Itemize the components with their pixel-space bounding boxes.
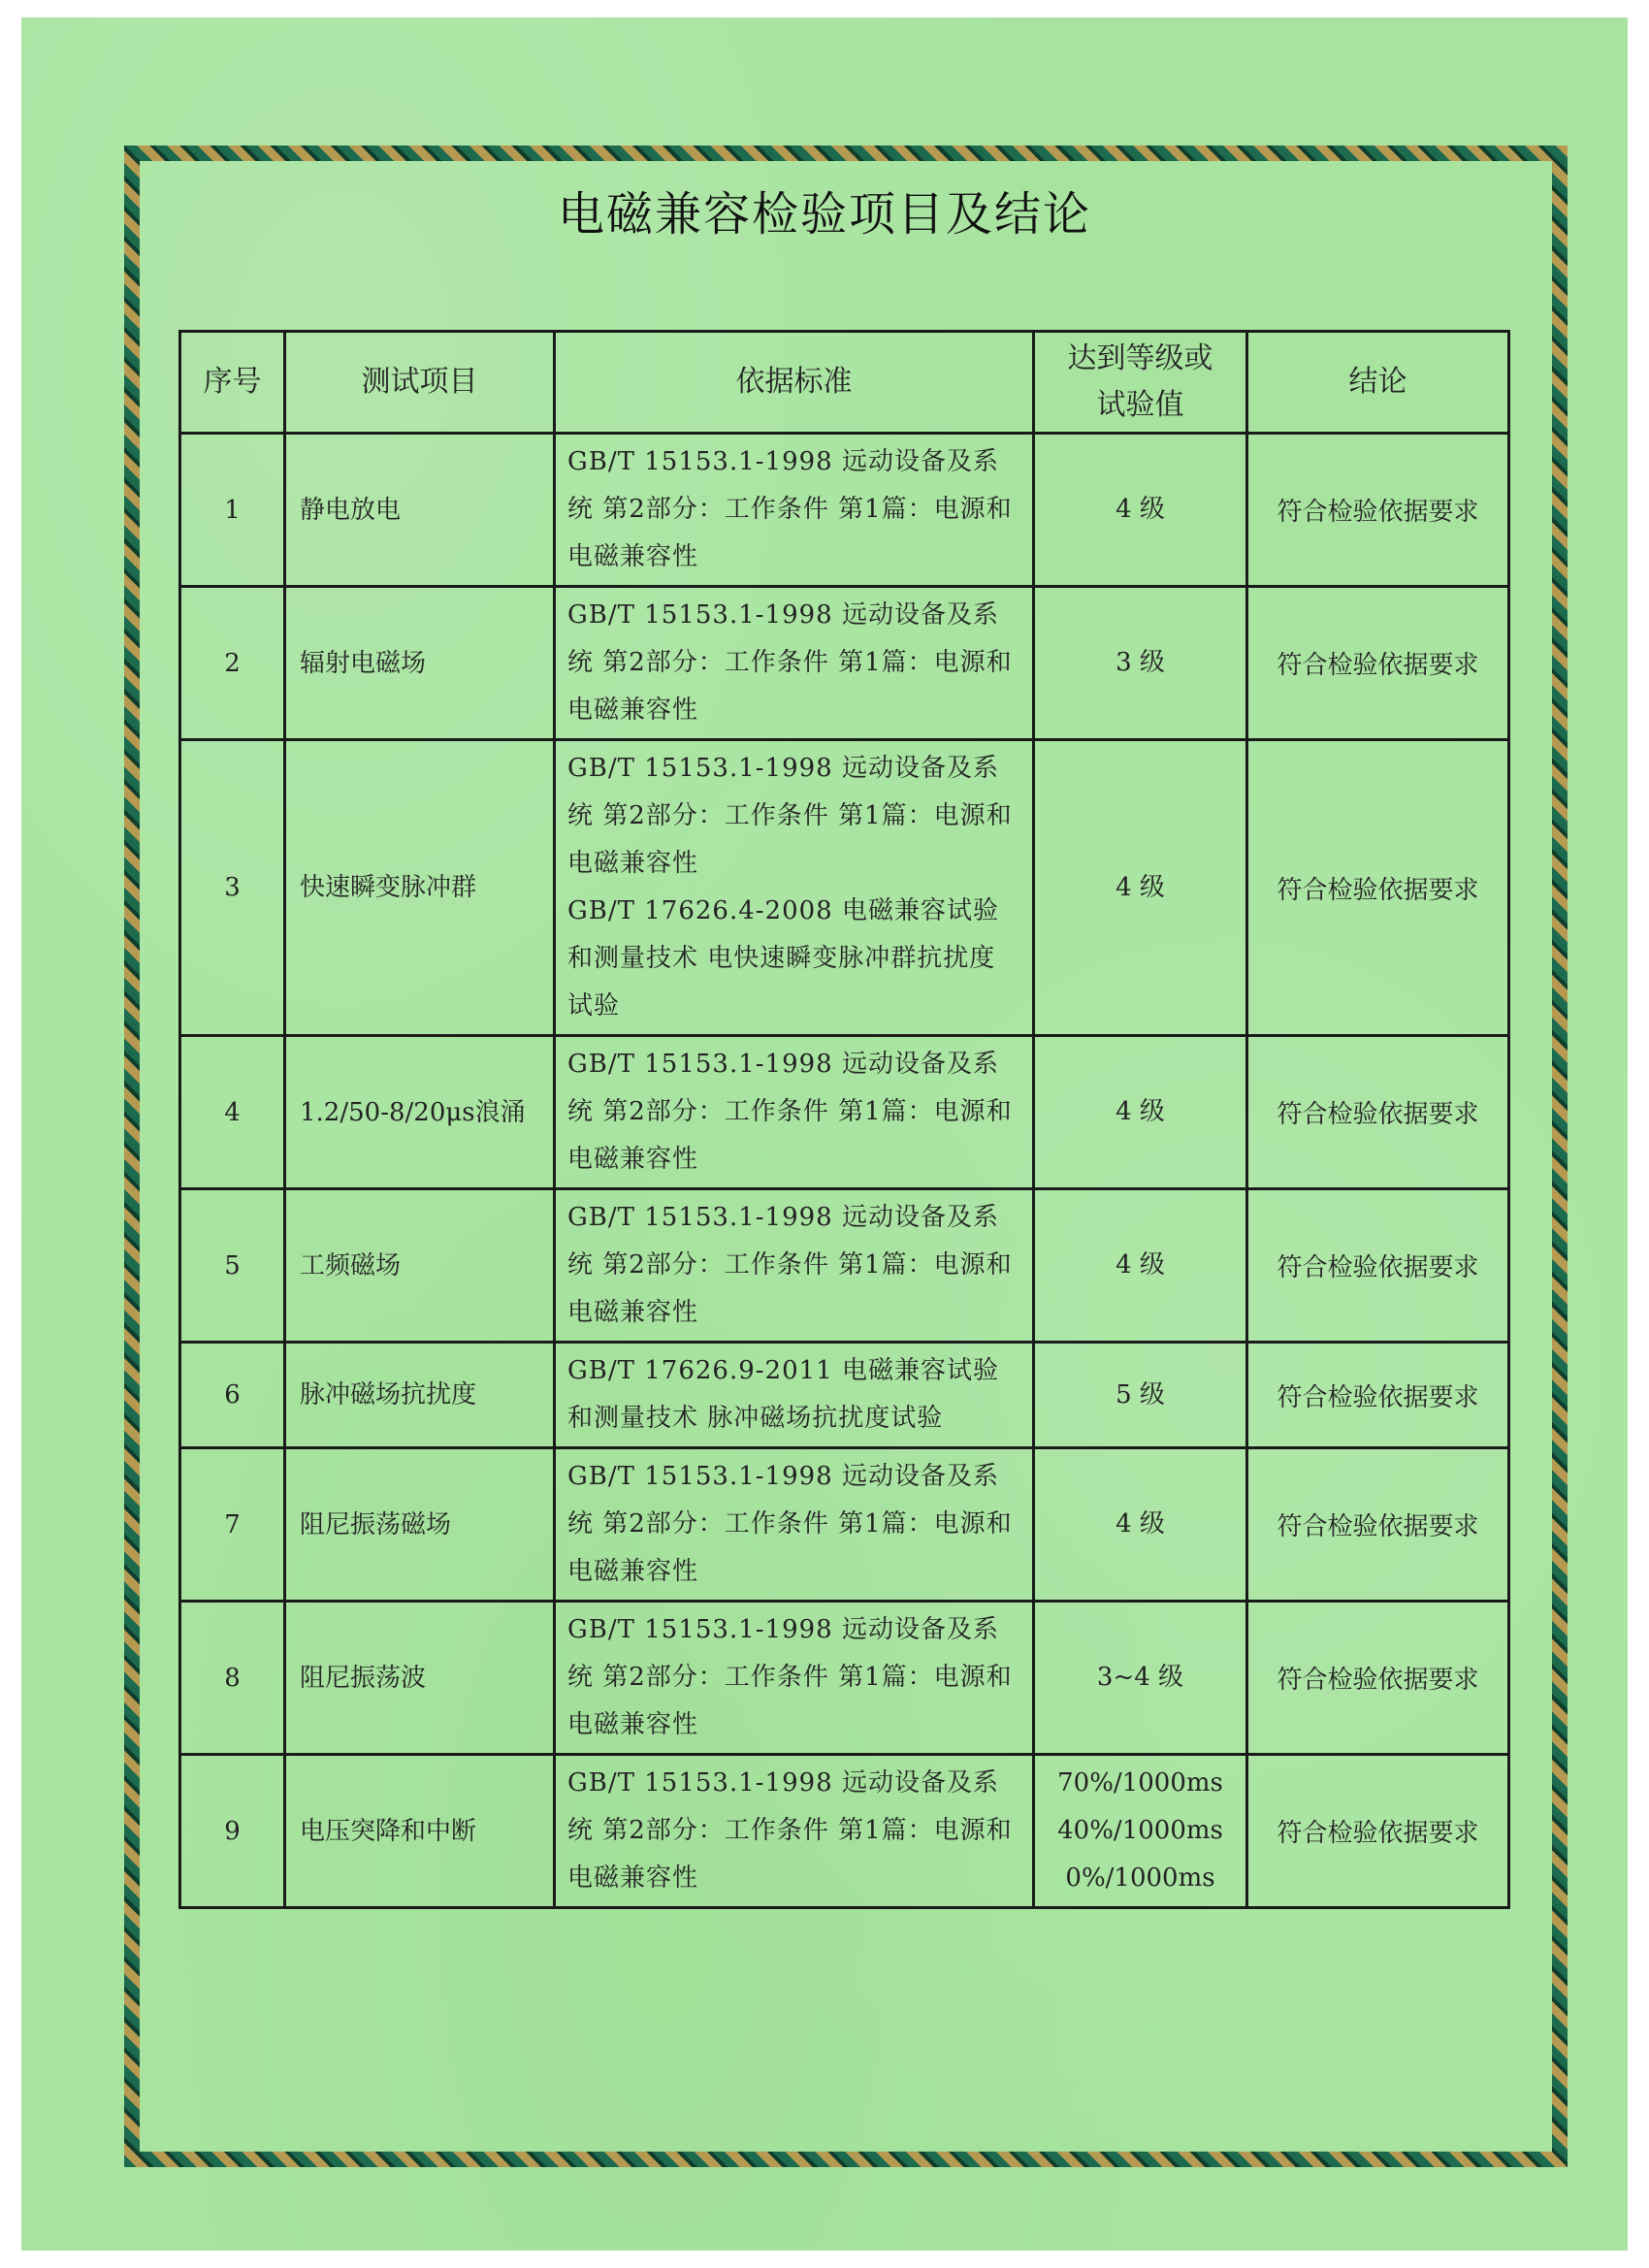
row-level: 4 级	[1034, 740, 1247, 1036]
row-standard: GB/T 15153.1-1998 远动设备及系统 第2部分：工作条件 第1篇：电源和电磁兼容性 GB/T 17626.4-2008 电磁兼容试验和测量技术 电快速瞬变脉冲群抗扰度试验	[555, 740, 1034, 1036]
row-seq: 8	[180, 1602, 285, 1755]
header-standard: 依据标准	[555, 332, 1034, 434]
table-row	[180, 1602, 1509, 1755]
row-seq: 5	[180, 1189, 285, 1343]
row-item: 工频磁场	[285, 1189, 555, 1343]
row-conclusion: 符合检验依据要求	[1247, 1602, 1509, 1755]
table-row	[180, 1755, 1509, 1908]
header-level	[1034, 332, 1247, 434]
row-item: 阻尼振荡磁场	[285, 1448, 555, 1602]
row-standard: GB/T 15153.1-1998 远动设备及系统 第2部分：工作条件 第1篇：电源和电磁兼容性	[555, 434, 1034, 587]
row-seq: 7	[180, 1448, 285, 1602]
table-header-row	[180, 332, 1509, 434]
row-level: 4 级	[1034, 1036, 1247, 1189]
row-level: 70%/1000ms 40%/1000ms 0%/1000ms	[1034, 1755, 1247, 1908]
row-seq: 6	[180, 1343, 285, 1448]
page-title: 电磁兼容检验项目及结论	[557, 187, 1091, 242]
row-item: 阻尼振荡波	[285, 1602, 555, 1755]
row-level: 4 级	[1034, 1189, 1247, 1343]
table-row	[180, 1189, 1509, 1343]
row-item: 电压突降和中断	[285, 1755, 555, 1908]
row-conclusion: 符合检验依据要求	[1247, 434, 1509, 587]
header-level-line2: 试验值	[1096, 388, 1184, 422]
row-conclusion: 符合检验依据要求	[1247, 1755, 1509, 1908]
row-seq: 9	[180, 1755, 285, 1908]
row-standard: GB/T 15153.1-1998 远动设备及系统 第2部分：工作条件 第1篇：电源和电磁兼容性	[555, 587, 1034, 740]
row-conclusion: 符合检验依据要求	[1247, 740, 1509, 1036]
emc-results-table	[178, 330, 1510, 1909]
row-item: 辐射电磁场	[285, 587, 555, 740]
row-standard: GB/T 15153.1-1998 远动设备及系统 第2部分：工作条件 第1篇：电源和电磁兼容性	[555, 1036, 1034, 1189]
row-conclusion: 符合检验依据要求	[1247, 1448, 1509, 1602]
row-standard: GB/T 15153.1-1998 远动设备及系统 第2部分：工作条件 第1篇：电源和电磁兼容性	[555, 1189, 1034, 1343]
row-level: 3~4 级	[1034, 1602, 1247, 1755]
table-row	[180, 1036, 1509, 1189]
row-level: 4 级	[1034, 1448, 1247, 1602]
row-seq: 4	[180, 1036, 285, 1189]
row-conclusion: 符合检验依据要求	[1247, 1343, 1509, 1448]
row-level: 4 级	[1034, 434, 1247, 587]
row-level: 3 级	[1034, 587, 1247, 740]
header-level-line1: 达到等级或	[1067, 341, 1213, 375]
header-item: 测试项目	[285, 332, 555, 434]
header-conclusion: 结论	[1247, 332, 1509, 434]
row-level: 5 级	[1034, 1343, 1247, 1448]
row-conclusion: 符合检验依据要求	[1247, 1036, 1509, 1189]
row-item: 脉冲磁场抗扰度	[285, 1343, 555, 1448]
row-standard: GB/T 15153.1-1998 远动设备及系统 第2部分：工作条件 第1篇：电源和电磁兼容性	[555, 1448, 1034, 1602]
row-item: 1.2/50-8/20μs浪涌	[285, 1036, 555, 1189]
row-seq: 3	[180, 740, 285, 1036]
table-row	[180, 434, 1509, 587]
table-row	[180, 1448, 1509, 1602]
row-standard: GB/T 17626.9-2011 电磁兼容试验和测量技术 脉冲磁场抗扰度试验	[555, 1343, 1034, 1448]
row-item: 快速瞬变脉冲群	[285, 740, 555, 1036]
row-standard: GB/T 15153.1-1998 远动设备及系统 第2部分：工作条件 第1篇：电源和电磁兼容性	[555, 1755, 1034, 1908]
table-row	[180, 1343, 1509, 1448]
row-conclusion: 符合检验依据要求	[1247, 1189, 1509, 1343]
table-row	[180, 587, 1509, 740]
row-seq: 1	[180, 434, 285, 587]
row-standard: GB/T 15153.1-1998 远动设备及系统 第2部分：工作条件 第1篇：电源和电磁兼容性	[555, 1602, 1034, 1755]
header-seq: 序号	[180, 332, 285, 434]
row-seq: 2	[180, 587, 285, 740]
row-conclusion: 符合检验依据要求	[1247, 587, 1509, 740]
table-row	[180, 740, 1509, 1036]
row-item: 静电放电	[285, 434, 555, 587]
